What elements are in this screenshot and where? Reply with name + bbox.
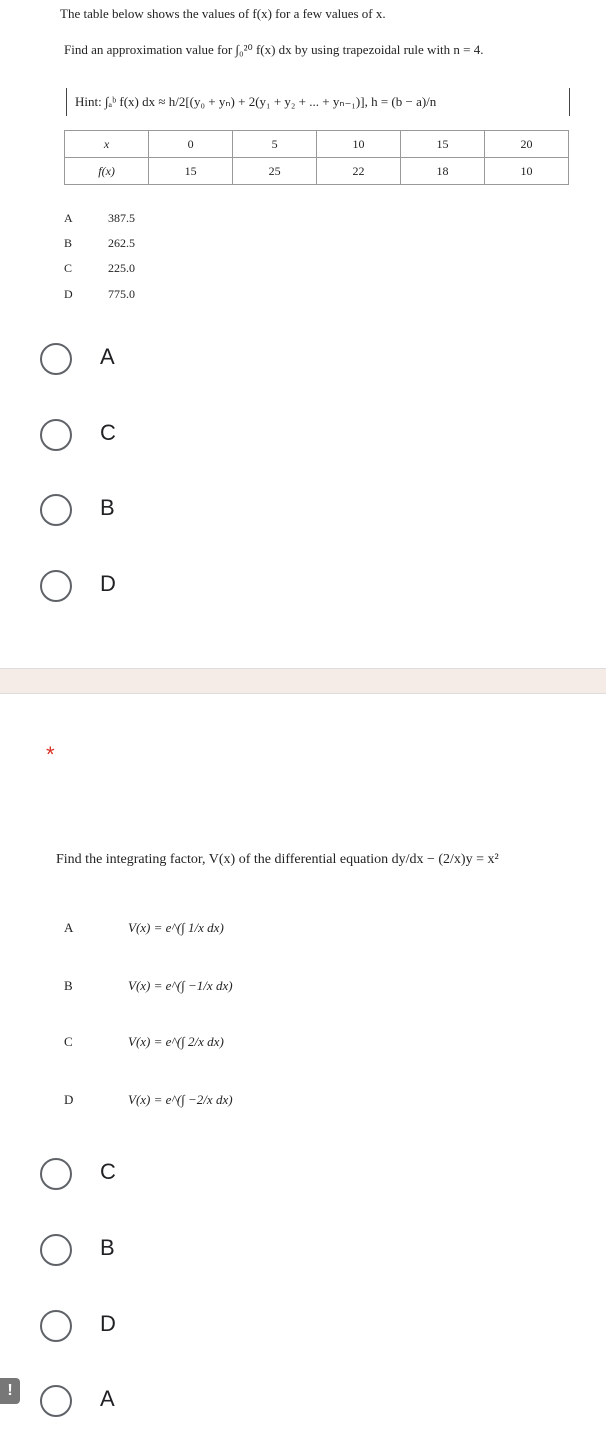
radio-button[interactable] bbox=[40, 1385, 72, 1417]
q2-option bbox=[64, 1034, 224, 1050]
option-value: V(x) = e^(∫ 2/x dx) bbox=[128, 1034, 224, 1049]
required-asterisk: * bbox=[46, 742, 55, 767]
q1-option bbox=[64, 287, 135, 302]
q1-option bbox=[64, 261, 135, 276]
q1-hint: Hint: ∫ₐᵇ f(x) dx ≈ h/2[(y₀ + yₙ) + 2(y₁ + y₂ + ... + yₙ₋₁)], h = (b − a)/n bbox=[66, 88, 570, 116]
table-cell: 15 bbox=[401, 131, 485, 158]
option-letter: B bbox=[64, 236, 73, 250]
table-row bbox=[65, 131, 569, 158]
table-cell: 18 bbox=[401, 158, 485, 185]
values-table bbox=[64, 130, 569, 185]
section-divider bbox=[0, 668, 606, 694]
radio-button[interactable] bbox=[40, 1158, 72, 1190]
radio-button[interactable] bbox=[40, 1310, 72, 1342]
table-row bbox=[65, 158, 569, 185]
q2-option bbox=[64, 978, 233, 994]
radio-button[interactable] bbox=[40, 570, 72, 602]
radio-button[interactable] bbox=[40, 494, 72, 526]
q1-option bbox=[64, 236, 135, 251]
option-letter: A bbox=[64, 920, 74, 935]
option-letter: C bbox=[64, 261, 73, 275]
option-value: V(x) = e^(∫ 1/x dx) bbox=[128, 920, 224, 935]
warning-icon: ! bbox=[0, 1378, 20, 1404]
option-value: 262.5 bbox=[108, 236, 135, 250]
table-cell: 0 bbox=[149, 131, 233, 158]
option-value: 775.0 bbox=[108, 287, 135, 301]
radio-button[interactable] bbox=[40, 343, 72, 375]
choice-label[interactable]: C bbox=[100, 1159, 116, 1184]
q1-option bbox=[64, 211, 135, 226]
option-letter: B bbox=[64, 978, 73, 993]
radio-button[interactable] bbox=[40, 1234, 72, 1266]
choice-label[interactable]: C bbox=[100, 420, 116, 445]
q2-option bbox=[64, 920, 224, 936]
option-letter: D bbox=[64, 1092, 74, 1107]
table-cell: x bbox=[65, 131, 149, 158]
table-cell: 22 bbox=[317, 158, 401, 185]
choice-label[interactable]: A bbox=[100, 1386, 115, 1411]
q1-intro: The table below shows the values of f(x) for a few values of x. bbox=[60, 6, 386, 21]
option-value: V(x) = e^(∫ −2/x dx) bbox=[128, 1092, 233, 1107]
table-cell: 10 bbox=[317, 131, 401, 158]
q2-task: Find the integrating factor, V(x) of the differential equation dy/dx − (2/x)y = x² bbox=[56, 852, 499, 867]
option-letter: D bbox=[64, 287, 73, 301]
option-value: 387.5 bbox=[108, 211, 135, 225]
table-cell: 25 bbox=[233, 158, 317, 185]
table-cell: 20 bbox=[484, 131, 568, 158]
choice-label[interactable]: A bbox=[100, 344, 115, 369]
option-value: 225.0 bbox=[108, 261, 135, 275]
radio-button[interactable] bbox=[40, 419, 72, 451]
table-cell: 15 bbox=[149, 158, 233, 185]
q1-task: Find an approximation value for ∫₀²⁰ f(x) dx by using trapezoidal rule with n = 4. bbox=[64, 42, 484, 57]
table-cell: 10 bbox=[484, 158, 568, 185]
q2-option bbox=[64, 1092, 233, 1108]
choice-label[interactable]: B bbox=[100, 1235, 115, 1260]
choice-label[interactable]: D bbox=[100, 1311, 116, 1336]
table-cell: f(x) bbox=[65, 158, 149, 185]
choice-label[interactable]: B bbox=[100, 495, 115, 520]
option-letter: A bbox=[64, 211, 73, 225]
choice-label[interactable]: D bbox=[100, 571, 116, 596]
table-cell: 5 bbox=[233, 131, 317, 158]
option-value: V(x) = e^(∫ −1/x dx) bbox=[128, 978, 233, 993]
option-letter: C bbox=[64, 1034, 73, 1049]
